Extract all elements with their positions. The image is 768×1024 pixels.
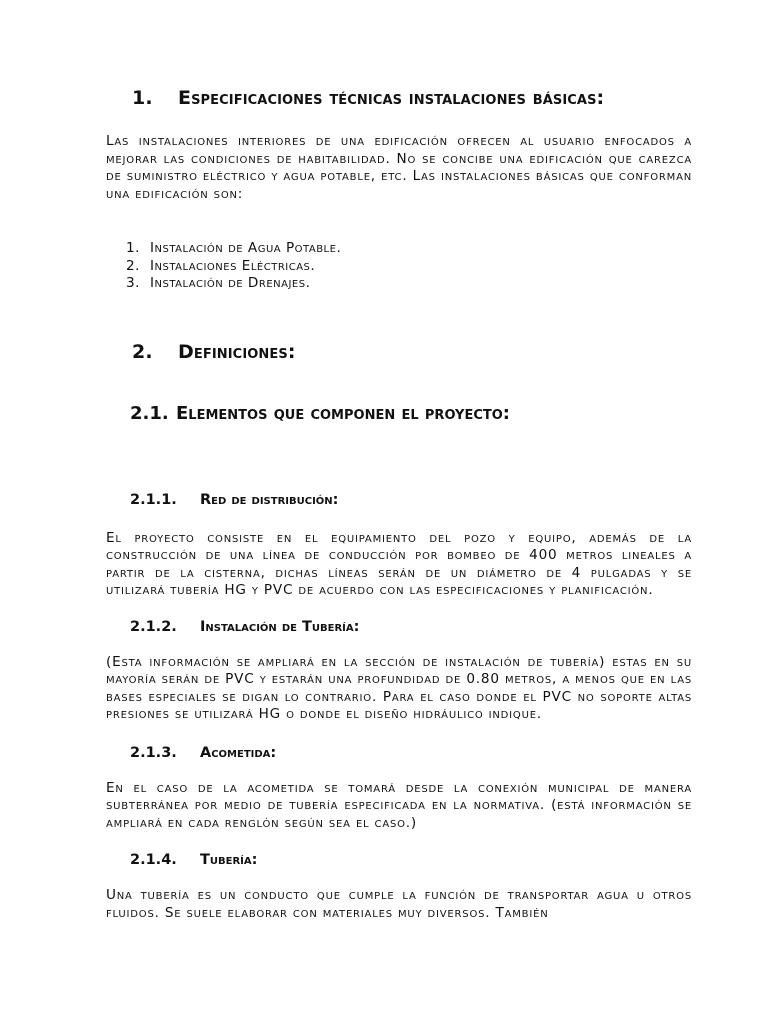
subsection-number: 2.1.4. xyxy=(130,852,177,868)
subsection-text-2-1-3: En el caso de la acometida se tomará desde la conexión municipal de manera subterránea por medio de tubería especificada en la normativa. (está información se ampliará en cada renglón según sea el caso.) xyxy=(106,779,692,831)
subsection-title: Tubería: xyxy=(200,852,258,868)
list-item-number: 1. xyxy=(126,240,140,256)
section-2-title: Definiciones: xyxy=(178,340,296,363)
subsection-number: 2.1.3. xyxy=(130,744,177,761)
subsection-title: Acometida: xyxy=(200,744,277,761)
installations-list xyxy=(126,240,692,293)
section-1-title: Especificaciones técnicas instalaciones básicas: xyxy=(178,87,605,109)
list-item-text: Instalación de Agua Potable. xyxy=(150,240,342,256)
subsection-title: Instalación de Tubería: xyxy=(200,618,360,635)
section-1-intro: Las instalaciones interiores de una edificación ofrecen al usuario enfocados a mejorar las condiciones de habitabilidad. No se concibe una edificación que carezca de suministro eléctrico y agua potable, etc. Las instalaciones básicas que conforman una edificación son: xyxy=(106,133,692,202)
list-item-number: 3. xyxy=(126,275,140,291)
list-item-text: Instalación de Drenajes. xyxy=(150,275,311,291)
list-item-text: Instalaciones Eléctricas. xyxy=(150,257,316,274)
subsection-heading-2-1-3 xyxy=(130,745,692,761)
subsection-title: Red de distribución: xyxy=(200,491,339,508)
section-1-heading xyxy=(132,0,692,109)
list-item xyxy=(126,240,692,258)
list-item xyxy=(126,275,692,293)
section-2-heading xyxy=(132,341,692,363)
section-2-number: 2. xyxy=(132,340,153,363)
subsection-heading-2-1-4 xyxy=(130,852,692,868)
section-1-number: 1. xyxy=(132,87,153,109)
subsection-heading-2-1-1 xyxy=(130,492,692,508)
section-2-1-title: Elementos que componen el proyecto: xyxy=(176,402,510,424)
section-2-1-heading xyxy=(130,403,692,424)
subsection-heading-2-1-2 xyxy=(130,619,692,635)
subsection-text-2-1-2: (Esta información se ampliará en la sección de instalación de tubería) estas en su mayoría serán de PVC y estarán una profundidad de 0.80 metros, a menos que en las bases especiales se digan lo contrario. Para el caso donde el PVC no soporte altas presiones se utilizará HG o donde el diseño hidráulico indique. xyxy=(106,653,692,722)
subsection-number: 2.1.2. xyxy=(130,618,177,635)
list-item xyxy=(126,258,692,276)
subsection-text-2-1-1: El proyecto consiste en el equipamiento del pozo y equipo, además de la construcción de una línea de conducción por bombeo de 400 metros lineales a partir de la cisterna, dichas líneas serán de un diámetro de 4 pulgadas y se utilizará tubería HG y PVC de acuerdo con las especificaciones y planificación. xyxy=(106,529,692,598)
subsection-text-2-1-4: Una tubería es un conducto que cumple la función de transportar agua u otros fluidos. Se suele elaborar con materiales muy diversos. También xyxy=(106,887,692,921)
section-2-1-number: 2.1. xyxy=(130,402,169,424)
subsection-number: 2.1.1. xyxy=(130,491,177,508)
list-item-number: 2. xyxy=(126,257,140,274)
